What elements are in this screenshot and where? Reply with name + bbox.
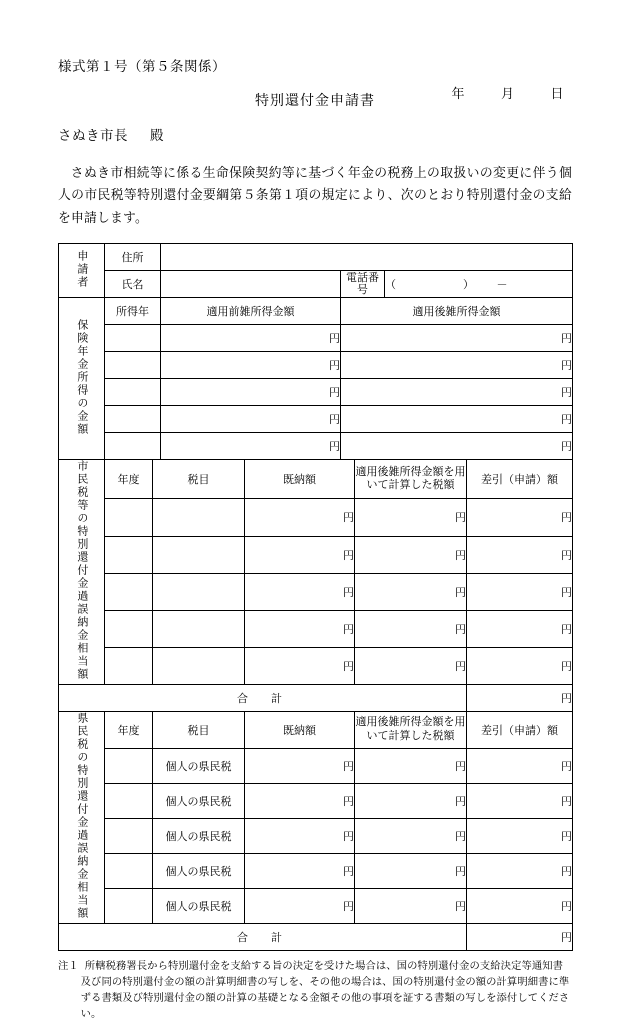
pref-item-cell: 個人の県民税: [153, 749, 245, 784]
city-item-cell[interactable]: [153, 610, 245, 647]
pref-header-difference: 差引（申請）額: [467, 712, 573, 749]
pension-year-cell[interactable]: [105, 352, 161, 379]
pref-item-cell: 個人の県民税: [153, 784, 245, 819]
address-label: 住所: [105, 244, 161, 271]
table-row: [59, 406, 573, 433]
city-item-cell[interactable]: [153, 536, 245, 573]
city-calculated-cell[interactable]: 円: [355, 536, 467, 573]
city-year-cell[interactable]: [105, 573, 153, 610]
city-item-cell[interactable]: [153, 647, 245, 684]
city-difference-cell[interactable]: 円: [467, 610, 573, 647]
pref-calculated-cell[interactable]: 円: [355, 819, 467, 854]
pref-header-item: 税目: [153, 712, 245, 749]
pension-year-cell[interactable]: [105, 433, 161, 460]
body-paragraph: さぬき市相続等に係る生命保険契約等に基づく年金の税務上の取扱いの変更に伴う個人の市民税等特別還付金要綱第５条第１項の規定により、次のとおり特別還付金の支給を申請します。: [58, 166, 572, 225]
city-total-label: 合 計: [59, 685, 467, 712]
table-row: [59, 784, 573, 819]
pref-item-cell: 個人の県民税: [153, 854, 245, 889]
table-row: [59, 647, 573, 684]
pension-before-cell[interactable]: 円: [161, 379, 341, 406]
pension-row-label: 保険年金所得の金額: [59, 298, 105, 460]
city-calculated-cell[interactable]: 円: [355, 573, 467, 610]
pension-header-after: 適用後雑所得金額: [341, 298, 573, 325]
city-calculated-cell[interactable]: 円: [355, 647, 467, 684]
name-label: 氏名: [105, 271, 161, 298]
pref-item-cell: 個人の県民税: [153, 889, 245, 924]
pref-paid-cell[interactable]: 円: [245, 889, 355, 924]
pref-header-paid: 既納額: [245, 712, 355, 749]
table-row: [59, 325, 573, 352]
city-header-year: 年度: [105, 460, 153, 499]
name-field[interactable]: [161, 271, 341, 298]
pension-before-cell[interactable]: 円: [161, 433, 341, 460]
pension-year-cell[interactable]: [105, 325, 161, 352]
footnote-text: 所轄税務署長から特別還付金を支給する旨の決定を受けた場合は、国の特別還付金の支給決定等通知書及び同の特別還付金の額の計算明細書の写しを、その他の場合は、国の特別還付金の額の計算明細書に準ずる書類及び特別還付金の額の計算の基礎となる金額その他の事項を証する書類の写しを添付してください。: [80, 961, 570, 1021]
pension-after-cell[interactable]: 円: [341, 433, 573, 460]
city-header-item: 税目: [153, 460, 245, 499]
pension-income-table: [58, 297, 573, 460]
table-row-total: [59, 685, 573, 712]
pension-header-before: 適用前雑所得金額: [161, 298, 341, 325]
pref-calculated-cell[interactable]: 円: [355, 749, 467, 784]
city-paid-cell[interactable]: 円: [245, 647, 355, 684]
pref-year-cell[interactable]: [105, 889, 153, 924]
city-paid-cell[interactable]: 円: [245, 499, 355, 536]
pref-tax-table: [58, 711, 573, 951]
pref-paid-cell[interactable]: 円: [245, 749, 355, 784]
city-header-difference: 差引（申請）額: [467, 460, 573, 499]
city-header-paid: 既納額: [245, 460, 355, 499]
pension-year-cell[interactable]: [105, 406, 161, 433]
address-field[interactable]: [161, 244, 573, 271]
table-row: [59, 460, 573, 499]
pref-item-cell: 個人の県民税: [153, 819, 245, 854]
city-tax-table: [58, 459, 573, 712]
city-year-cell[interactable]: [105, 610, 153, 647]
pref-calculated-cell[interactable]: 円: [355, 854, 467, 889]
pref-header-calculated: 適用後雑所得金額を用いて計算した税額: [355, 712, 467, 749]
city-tax-row-label: 市民税等の特別還付金過誤納金相当額: [59, 460, 105, 685]
city-difference-cell[interactable]: 円: [467, 573, 573, 610]
date-day-label: 日: [550, 86, 564, 101]
table-row: [59, 712, 573, 749]
city-paid-cell[interactable]: 円: [245, 573, 355, 610]
city-difference-cell[interactable]: 円: [467, 536, 573, 573]
pref-year-cell[interactable]: [105, 784, 153, 819]
table-row: [59, 271, 573, 298]
table-row: [59, 379, 573, 406]
table-row: [59, 298, 573, 325]
pension-after-cell[interactable]: 円: [341, 352, 573, 379]
table-row: [59, 352, 573, 379]
pref-year-cell[interactable]: [105, 854, 153, 889]
pref-paid-cell[interactable]: 円: [245, 784, 355, 819]
applicant-row-label: 申請者: [59, 244, 105, 298]
pref-total-value[interactable]: 円: [467, 924, 573, 951]
city-item-cell[interactable]: [153, 573, 245, 610]
pref-total-label: 合 計: [59, 924, 467, 951]
pref-year-cell[interactable]: [105, 749, 153, 784]
table-row-total: [59, 924, 573, 951]
table-row: [59, 889, 573, 924]
pref-difference-cell[interactable]: 円: [467, 784, 573, 819]
footnotes: [58, 959, 572, 1023]
table-row: [59, 536, 573, 573]
city-difference-cell[interactable]: 円: [467, 647, 573, 684]
table-row: [59, 573, 573, 610]
city-year-cell[interactable]: [105, 647, 153, 684]
city-header-calculated: 適用後雑所得金額を用いて計算した税額: [355, 460, 467, 499]
pref-header-year: 年度: [105, 712, 153, 749]
table-row: [59, 499, 573, 536]
pref-difference-cell[interactable]: 円: [467, 854, 573, 889]
pension-before-cell[interactable]: 円: [161, 406, 341, 433]
table-row: [59, 854, 573, 889]
city-paid-cell[interactable]: 円: [245, 536, 355, 573]
pref-difference-cell[interactable]: 円: [467, 889, 573, 924]
pref-difference-cell[interactable]: 円: [467, 819, 573, 854]
pension-after-cell[interactable]: 円: [341, 325, 573, 352]
tel-label: 電話番号: [341, 271, 385, 298]
pref-paid-cell[interactable]: 円: [245, 819, 355, 854]
pref-paid-cell[interactable]: 円: [245, 854, 355, 889]
applicant-table: [58, 243, 573, 298]
form-number: 様式第１号（第５条関係）: [58, 59, 226, 74]
pension-after-cell[interactable]: 円: [341, 406, 573, 433]
pref-tax-row-label: 県民税の特別還付金過誤納金相当額: [59, 712, 105, 924]
city-calculated-cell[interactable]: 円: [355, 499, 467, 536]
addressee-honorific: 殿: [150, 128, 164, 143]
pref-year-cell[interactable]: [105, 819, 153, 854]
pref-difference-cell[interactable]: 円: [467, 749, 573, 784]
addressee: [58, 124, 572, 144]
table-row: [59, 610, 573, 647]
pension-header-year: 所得年: [105, 298, 161, 325]
city-difference-cell[interactable]: 円: [467, 499, 573, 536]
table-row: [59, 819, 573, 854]
tel-field[interactable]: （ ） －: [385, 271, 573, 298]
pension-year-cell[interactable]: [105, 379, 161, 406]
pension-before-cell[interactable]: 円: [161, 352, 341, 379]
pension-before-cell[interactable]: 円: [161, 325, 341, 352]
city-paid-cell[interactable]: 円: [245, 610, 355, 647]
footnote-label: 注１: [58, 961, 79, 973]
date-year-label: 年: [451, 86, 465, 101]
city-total-value[interactable]: 円: [467, 685, 573, 712]
city-year-cell[interactable]: [105, 499, 153, 536]
footnote-1: [58, 959, 572, 1023]
pref-calculated-cell[interactable]: 円: [355, 784, 467, 819]
city-year-cell[interactable]: [105, 536, 153, 573]
table-row: [59, 749, 573, 784]
city-item-cell[interactable]: [153, 499, 245, 536]
date-month-label: 月: [500, 86, 515, 101]
city-calculated-cell[interactable]: 円: [355, 610, 467, 647]
pension-after-cell[interactable]: 円: [341, 379, 573, 406]
addressee-name: さぬき市長: [58, 128, 128, 143]
page-title: 特別還付金申請書: [255, 94, 375, 109]
table-row: [59, 244, 573, 271]
pref-calculated-cell[interactable]: 円: [355, 889, 467, 924]
table-row: [59, 433, 573, 460]
